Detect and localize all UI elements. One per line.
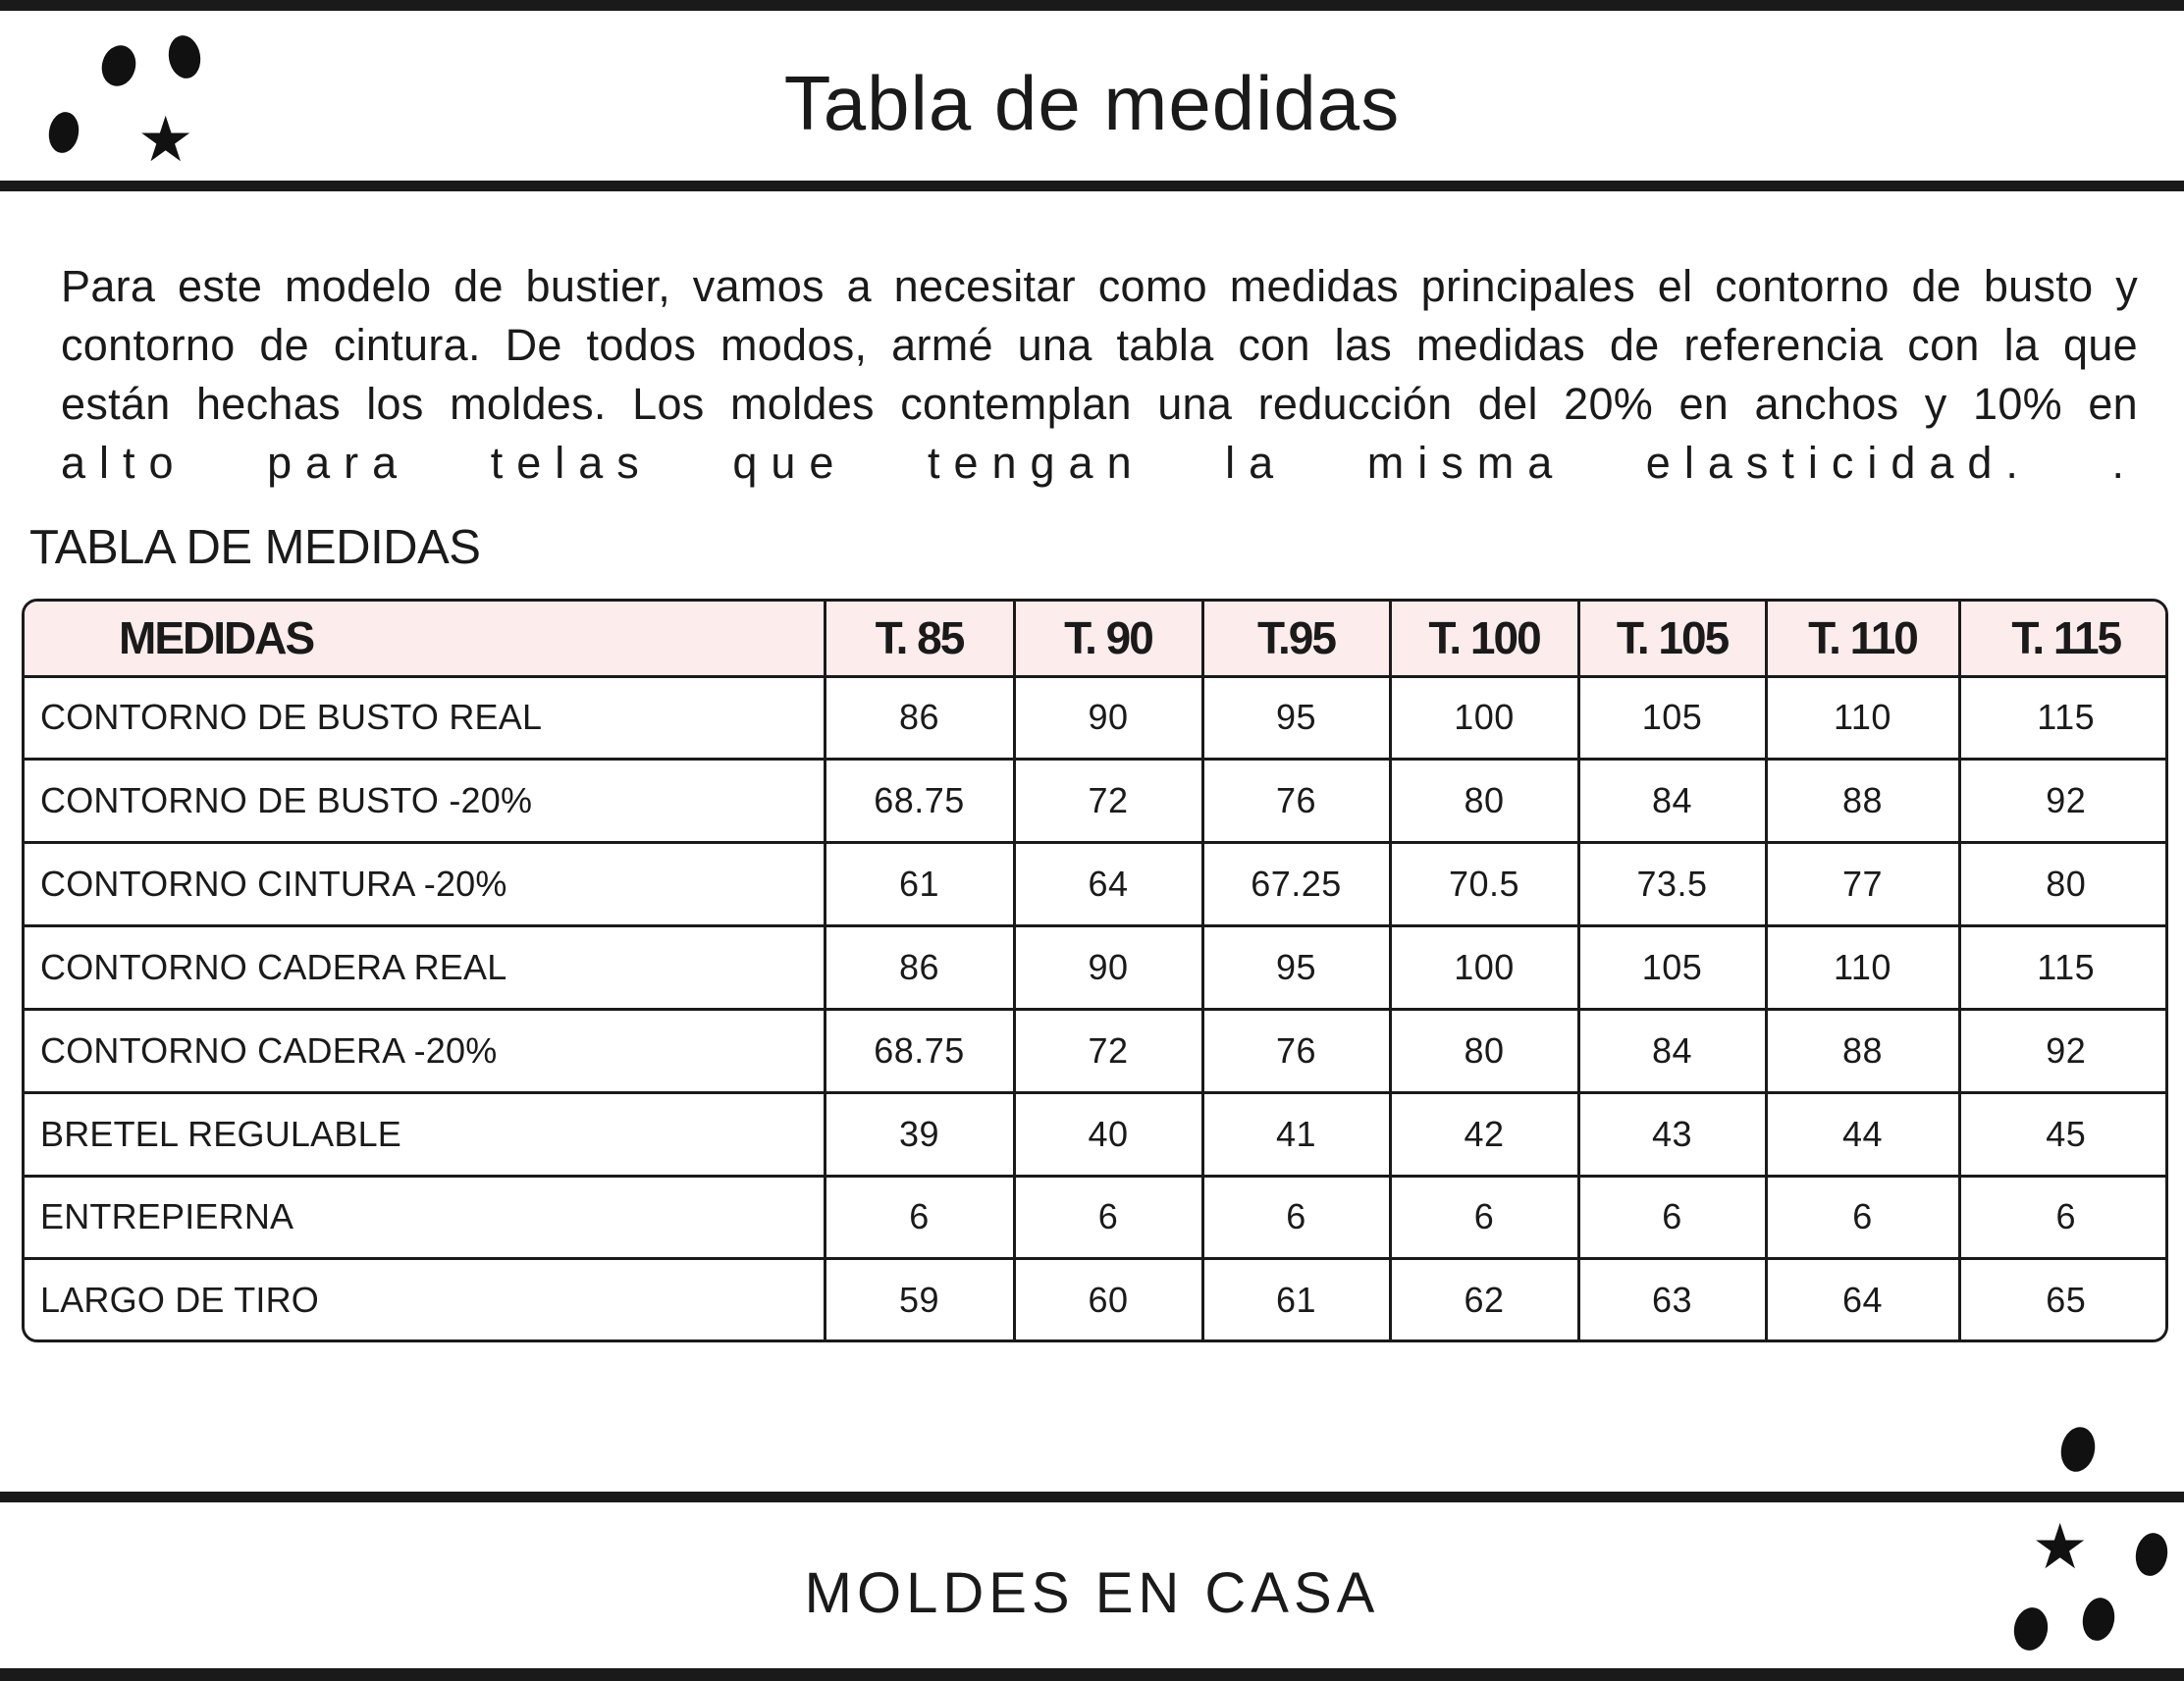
table-cell: 59 [825, 1259, 1014, 1340]
measurements-table [22, 599, 2168, 1342]
table-cell: 63 [1578, 1259, 1766, 1340]
header-cell: T. 115 [1959, 602, 2168, 676]
header-cell: T. 90 [1014, 602, 1202, 676]
table-row [25, 676, 2168, 760]
table-cell: 88 [1766, 760, 1959, 843]
intro-line-4: alto para telas que tengan la misma elasticidad. . [61, 438, 2138, 488]
table-cell: 76 [1202, 1009, 1390, 1092]
table-cell: 6 [1202, 1176, 1390, 1259]
table-cell: 6 [1578, 1176, 1766, 1259]
table-cell: 115 [1959, 926, 2168, 1010]
row-label: ENTREPIERNA [25, 1176, 825, 1259]
table-cell: 6 [825, 1176, 1014, 1259]
header-cell: T. 100 [1390, 602, 1578, 676]
table-cell: 6 [1390, 1176, 1578, 1259]
bottom-rule [0, 1668, 2184, 1681]
table-row [25, 1009, 2168, 1092]
table-row [25, 1259, 2168, 1340]
table-cell: 41 [1202, 1092, 1390, 1176]
page-title: Tabla de medidas [783, 60, 1401, 146]
header-cell: MEDIDAS [25, 602, 825, 676]
section-title: TABLA DE MEDIDAS [29, 521, 481, 574]
row-label: CONTORNO DE BUSTO REAL [25, 676, 825, 760]
table-cell: 64 [1014, 843, 1202, 926]
table-cell: 88 [1766, 1009, 1959, 1092]
row-label: LARGO DE TIRO [25, 1259, 825, 1340]
table-cell: 62 [1390, 1259, 1578, 1340]
table-cell: 45 [1959, 1092, 2168, 1176]
intro-line-3: están hechas los moldes. Los moldes contemplan una reducción del 20% en anchos y 10% en [61, 379, 2138, 429]
table-cell: 90 [1014, 676, 1202, 760]
table-cell: 86 [825, 676, 1014, 760]
row-label: CONTORNO CINTURA -20% [25, 843, 825, 926]
table-cell: 115 [1959, 676, 2168, 760]
table-cell: 40 [1014, 1092, 1202, 1176]
top-rule [0, 0, 2184, 11]
table-cell: 90 [1014, 926, 1202, 1010]
table-cell: 6 [1959, 1176, 2168, 1259]
table-cell: 6 [1766, 1176, 1959, 1259]
header-cell: T. 85 [825, 602, 1014, 676]
table-cell: 44 [1766, 1092, 1959, 1176]
table-cell: 100 [1390, 676, 1578, 760]
header-cell: T. 105 [1578, 602, 1766, 676]
table-cell: 95 [1202, 926, 1390, 1010]
table-cell: 92 [1959, 760, 2168, 843]
table-cell: 68.75 [825, 760, 1014, 843]
table-cell: 68.75 [825, 1009, 1014, 1092]
table-cell: 61 [1202, 1259, 1390, 1340]
table-cell: 72 [1014, 760, 1202, 843]
table-cell: 76 [1202, 760, 1390, 843]
table-cell: 84 [1578, 1009, 1766, 1092]
table-cell: 65 [1959, 1259, 2168, 1340]
table-cell: 67.25 [1202, 843, 1390, 926]
table-cell: 86 [825, 926, 1014, 1010]
table-cell: 73.5 [1578, 843, 1766, 926]
table-header-row [25, 602, 2168, 676]
table-row [25, 1176, 2168, 1259]
table-cell: 77 [1766, 843, 1959, 926]
table-cell: 80 [1959, 843, 2168, 926]
dots-star-decoration-icon: ★ [47, 33, 214, 171]
table-row [25, 926, 2168, 1010]
row-label: BRETEL REGULABLE [25, 1092, 825, 1176]
row-label: CONTORNO DE BUSTO -20% [25, 760, 825, 843]
table-cell: 80 [1390, 1009, 1578, 1092]
intro-line-1: Para este modelo de bustier, vamos a necesitar como medidas principales el contorno de busto y [61, 261, 2138, 311]
row-label: CONTORNO CADERA -20% [25, 1009, 825, 1092]
table-cell: 61 [825, 843, 1014, 926]
table-cell: 105 [1578, 676, 1766, 760]
footer-brand: MOLDES EN CASA [804, 1561, 1380, 1625]
table-cell: 95 [1202, 676, 1390, 760]
table-row [25, 760, 2168, 843]
table-row [25, 1092, 2168, 1176]
row-label: CONTORNO CADERA REAL [25, 926, 825, 1010]
header-cell: T. 110 [1766, 602, 1959, 676]
table-cell: 60 [1014, 1259, 1202, 1340]
dots-star-decoration-icon: ★ [2012, 1423, 2184, 1658]
table-cell: 42 [1390, 1092, 1578, 1176]
intro-line-2: contorno de cintura. De todos modos, armé una tabla con las medidas de referencia con la que [61, 320, 2138, 370]
table-row [25, 843, 2168, 926]
table-cell: 64 [1766, 1259, 1959, 1340]
table-cell: 84 [1578, 760, 1766, 843]
header-rule [0, 181, 2184, 191]
table-cell: 70.5 [1390, 843, 1578, 926]
header-cell: T.95 [1202, 602, 1390, 676]
table-cell: 110 [1766, 676, 1959, 760]
intro-paragraph [61, 257, 2138, 493]
table-cell: 39 [825, 1092, 1014, 1176]
table-cell: 80 [1390, 760, 1578, 843]
table-cell: 72 [1014, 1009, 1202, 1092]
footer-top-rule [0, 1492, 2184, 1502]
table-cell: 105 [1578, 926, 1766, 1010]
table-cell: 92 [1959, 1009, 2168, 1092]
table-cell: 43 [1578, 1092, 1766, 1176]
table-cell: 100 [1390, 926, 1578, 1010]
table-cell: 110 [1766, 926, 1959, 1010]
table-cell: 6 [1014, 1176, 1202, 1259]
